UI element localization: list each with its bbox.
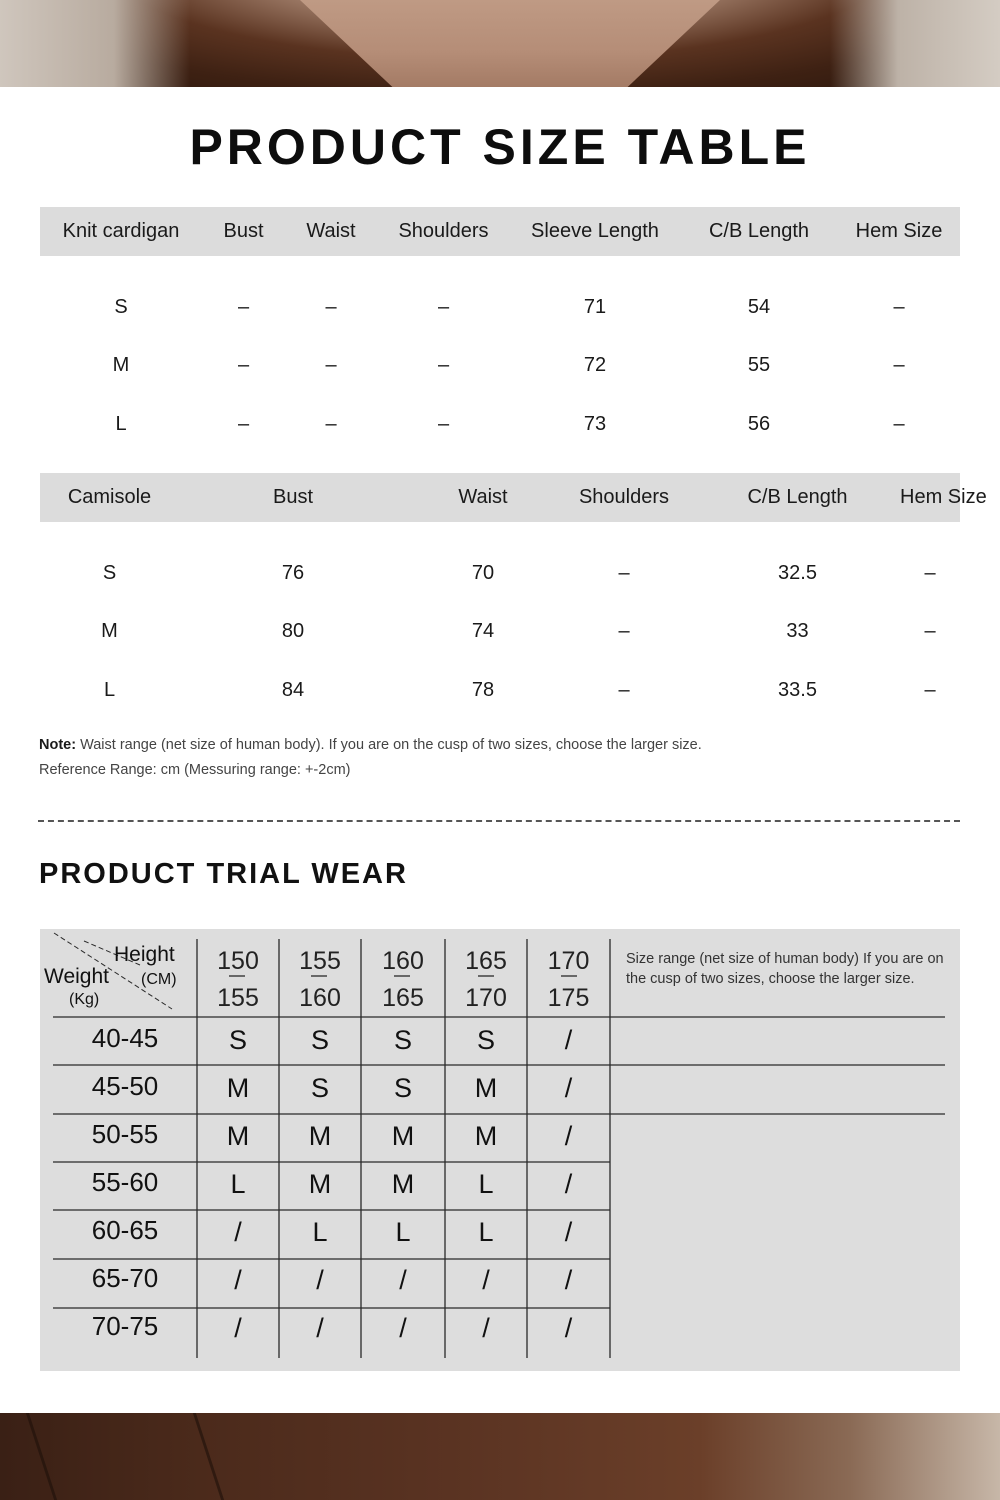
weight-range-cell: 60-65 (91, 1215, 159, 1245)
recommended-size-cell: L (395, 1217, 411, 1247)
value-cell: 72 (583, 354, 607, 377)
recommended-size-cell: / (399, 1313, 407, 1343)
recommended-size-cell: / (564, 1313, 573, 1343)
value-cell: – (437, 295, 450, 318)
recommended-size-cell: / (482, 1265, 490, 1295)
recommended-size-cell: / (482, 1313, 490, 1343)
weight-range-cell: 55-60 (91, 1167, 159, 1197)
weight-range-cell: 40-45 (91, 1023, 159, 1053)
recommended-size-cell: S (476, 1025, 495, 1055)
trial-side-note: Size range (net size of human body) If you are on the cusp of two sizes, choose the larger size. (626, 951, 944, 987)
height-range-header: 155 160 (299, 947, 341, 1012)
cardigan-row (40, 278, 960, 337)
value-cell: 56 (747, 412, 771, 435)
cardigan-header-row (40, 207, 960, 256)
bottom-photo-strip (0, 1413, 1000, 1500)
recommended-size-cell: S (310, 1073, 329, 1103)
size-cell: S (102, 561, 117, 584)
value-cell: 70 (471, 561, 495, 584)
value-cell: 76 (281, 561, 305, 584)
height-range-header: 170 175 (547, 947, 590, 1012)
recommended-size-cell: M (474, 1073, 498, 1103)
cardigan-header-cell: Shoulders (398, 220, 489, 242)
corner-weight-label: Weight (44, 965, 109, 988)
recommended-size-cell: L (312, 1217, 328, 1247)
recommended-size-cell: / (564, 1073, 573, 1103)
size-cell: S (114, 295, 128, 318)
value-cell: – (325, 412, 337, 435)
value-cell: 74 (471, 620, 495, 643)
page-title: PRODUCT SIZE TABLE (189, 119, 811, 175)
note-text: Waist range (net size of human body). If you are on the cusp of two sizes, choose the larger size. (76, 737, 702, 753)
weight-range-cell: 50-55 (91, 1119, 159, 1149)
recommended-size-cell: S (310, 1025, 329, 1055)
recommended-size-cell: / (564, 1121, 573, 1151)
camisole-header-cell: C/B Length (747, 486, 848, 508)
cardigan-header-cell: Knit cardigan (62, 220, 180, 242)
recommended-size-cell: / (564, 1025, 573, 1055)
height-range-header: 150 155 (217, 947, 259, 1012)
cardigan-row (40, 395, 960, 454)
value-cell: 71 (583, 295, 607, 318)
reference-range: Reference Range: cm (Messuring range: +-2cm) (39, 762, 351, 778)
recommended-size-cell: L (478, 1217, 494, 1247)
cardigan-header-cell: Sleeve Length (531, 220, 659, 242)
recommended-size-cell: S (393, 1073, 412, 1103)
size-cell: M (101, 620, 118, 643)
value-cell: – (437, 412, 450, 435)
recommended-size-cell: M (474, 1121, 498, 1151)
camisole-header-cell: Shoulders (578, 486, 670, 508)
recommended-size-cell: M (226, 1121, 250, 1151)
top-photo-strip (0, 0, 1000, 87)
camisole-row (40, 603, 960, 662)
value-cell: 80 (281, 620, 305, 643)
cardigan-header-cell: C/B Length (708, 220, 810, 242)
value-cell: – (618, 678, 630, 701)
recommended-size-cell: / (564, 1169, 573, 1199)
value-cell: – (893, 412, 905, 435)
recommended-size-cell: M (308, 1121, 332, 1151)
camisole-row (40, 661, 960, 720)
weight-range-cell: 70-75 (91, 1311, 159, 1341)
value-cell: – (924, 678, 936, 701)
value-cell: 73 (583, 412, 607, 435)
value-cell: 84 (281, 678, 305, 701)
value-cell: – (325, 354, 337, 377)
recommended-size-cell: M (391, 1169, 415, 1199)
value-cell: – (437, 354, 450, 377)
value-cell: 33 (786, 620, 809, 643)
recommended-size-cell: / (234, 1313, 242, 1343)
cardigan-row (40, 337, 960, 396)
value-cell: – (924, 620, 936, 643)
camisole-header-row (40, 473, 987, 522)
value-cell: – (618, 561, 630, 584)
recommended-size-cell: M (391, 1121, 415, 1151)
corner-height-label: Height (114, 943, 175, 966)
size-cell: M (112, 354, 130, 377)
camisole-header-cell: Waist (458, 486, 508, 508)
section-divider (38, 820, 960, 822)
trial-wear-title: PRODUCT TRIAL WEAR (39, 858, 408, 890)
recommended-size-cell: / (234, 1265, 242, 1295)
recommended-size-cell: M (308, 1169, 332, 1199)
value-cell: – (237, 354, 250, 377)
cardigan-header-cell: Hem Size (855, 220, 943, 242)
size-note (39, 737, 702, 753)
recommended-size-cell: L (230, 1169, 246, 1199)
corner-kg-label: (Kg) (69, 991, 100, 1008)
value-cell: – (618, 620, 630, 643)
camisole-size-table (40, 473, 987, 720)
value-cell: 78 (471, 678, 495, 701)
recommended-size-cell: / (399, 1265, 407, 1295)
value-cell: 55 (747, 354, 771, 377)
recommended-size-cell: / (316, 1313, 324, 1343)
trial-wear-table (40, 929, 960, 1371)
value-cell: 33.5 (778, 678, 817, 701)
value-cell: – (924, 561, 936, 584)
value-cell: – (237, 412, 250, 435)
corner-cm-label: (CM) (141, 971, 177, 988)
camisole-header-cell: Hem Size (900, 486, 987, 508)
camisole-row (40, 544, 960, 603)
size-cell: L (115, 412, 127, 435)
height-range-header: 165 170 (465, 947, 507, 1012)
camisole-header-cell: Bust (272, 486, 314, 508)
recommended-size-cell: L (478, 1169, 494, 1199)
cardigan-header-cell: Waist (306, 220, 356, 242)
size-cell: L (103, 678, 116, 701)
recommended-size-cell: M (226, 1073, 250, 1103)
recommended-size-cell: / (564, 1217, 573, 1247)
cardigan-size-table (40, 207, 960, 454)
recommended-size-cell: / (234, 1217, 242, 1247)
height-range-header: 160 165 (382, 947, 424, 1012)
weight-range-cell: 45-50 (91, 1071, 159, 1101)
value-cell: – (325, 295, 337, 318)
recommended-size-cell: / (316, 1265, 324, 1295)
value-cell: 54 (747, 295, 771, 318)
value-cell: – (237, 295, 250, 318)
camisole-header-cell: Camisole (67, 486, 152, 508)
cardigan-header-cell: Bust (223, 220, 264, 242)
value-cell: 32.5 (778, 561, 817, 584)
recommended-size-cell: S (393, 1025, 412, 1055)
value-cell: – (893, 295, 905, 318)
recommended-size-cell: S (228, 1025, 247, 1055)
note-label: Note: (39, 737, 77, 753)
recommended-size-cell: / (564, 1265, 573, 1295)
value-cell: – (893, 354, 905, 377)
weight-range-cell: 65-70 (91, 1263, 159, 1293)
